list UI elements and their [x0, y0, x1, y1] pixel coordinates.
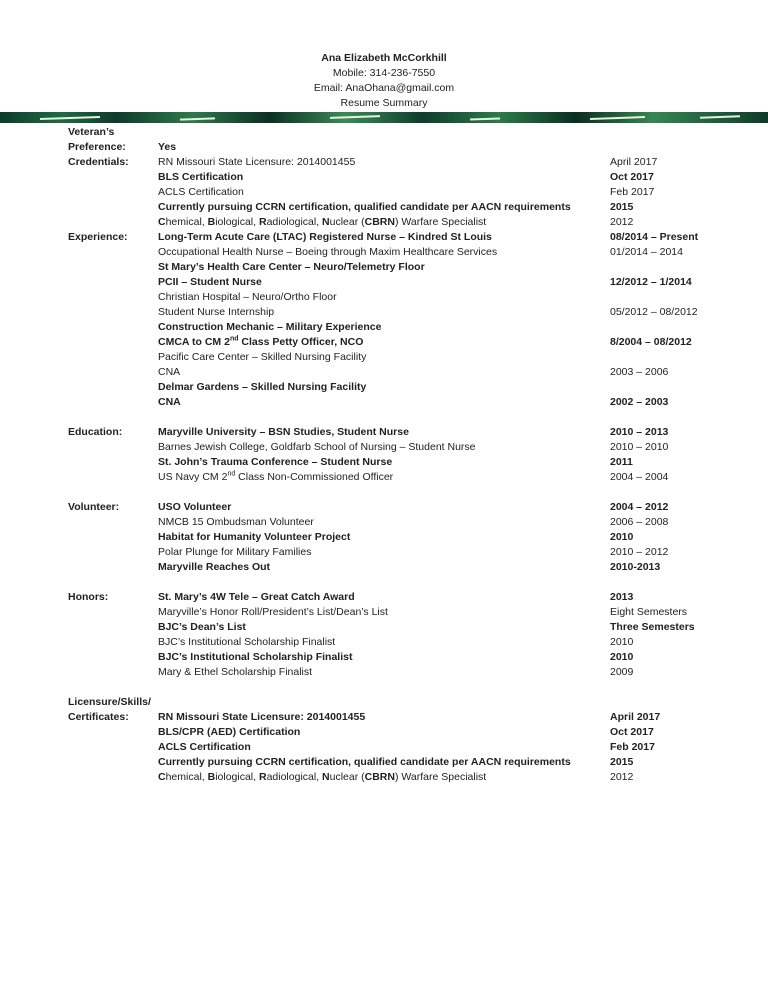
section-label: Credentials:	[68, 156, 129, 168]
entry-text: CNA	[158, 366, 181, 378]
resume-row	[0, 245, 768, 260]
resume-row	[0, 590, 768, 605]
entry-text	[158, 770, 486, 785]
entry-text: St Mary’s Health Care Center – Neuro/Telemetry Floor	[158, 261, 425, 273]
resume-row	[0, 635, 768, 650]
section-label: Certificates:	[68, 711, 129, 723]
resume-row	[0, 395, 768, 410]
entry-text: Habitat for Humanity Volunteer Project	[158, 531, 351, 543]
entry-text: St. John’s Trauma Conference – Student Nurse	[158, 456, 393, 468]
entry-text-segment: nd	[229, 335, 239, 343]
entry-text-segment: R	[258, 771, 267, 783]
resume-row	[0, 695, 768, 710]
entry-text-segment: B	[207, 771, 216, 783]
entry-date: 08/2014 – Present	[610, 231, 699, 243]
resume-row	[0, 155, 768, 170]
entry-date: Oct 2017	[610, 171, 654, 183]
entry-date: 2015	[610, 756, 634, 768]
entry-text: Maryville’s Honor Roll/President’s List/Dean’s List	[158, 606, 388, 618]
resume-row	[0, 770, 768, 785]
entry-date: 2009	[610, 666, 634, 678]
entry-date: 2012	[610, 216, 634, 228]
resume-row	[0, 170, 768, 185]
resume-row	[0, 380, 768, 395]
section-spacer	[0, 485, 768, 500]
resume-row	[0, 350, 768, 365]
entry-text-segment: nd	[227, 470, 236, 478]
entry-text-segment: B	[207, 216, 216, 228]
entry-text: BJC’s Institutional Scholarship Finalist	[158, 636, 336, 648]
entry-date: 2004 – 2004	[610, 471, 669, 483]
entry-text: Barnes Jewish College, Goldfarb School of Nursing – Student Nurse	[158, 441, 476, 453]
section-spacer	[0, 680, 768, 695]
resume-row	[0, 755, 768, 770]
resume-row	[0, 275, 768, 290]
entry-text-segment: C	[158, 216, 166, 228]
entry-date: 2012	[610, 771, 634, 783]
entry-text-segment: hemical,	[165, 771, 208, 783]
entry-text-segment: iological,	[215, 216, 259, 228]
entry-date: 2015	[610, 201, 634, 213]
entry-text: Yes	[158, 141, 177, 153]
entry-text: BLS/CPR (AED) Certification	[158, 726, 301, 738]
entry-date: 01/2014 – 2014	[610, 246, 683, 258]
entry-text: Construction Mechanic – Military Experience	[158, 321, 382, 333]
mobile-number: Mobile: 314-236-7550	[332, 67, 436, 79]
entry-date: 2006 – 2008	[610, 516, 669, 528]
resume-row	[0, 455, 768, 470]
entry-text: Currently pursuing CCRN certification, qualified candidate per AACN requirements	[158, 756, 571, 768]
entry-date: 2011	[610, 456, 633, 468]
entry-date: 2013	[610, 591, 634, 603]
entry-text-segment: N	[322, 771, 330, 783]
entry-text: ACLS Certification	[158, 741, 251, 753]
resume-body	[0, 125, 768, 785]
decorative-banner	[0, 112, 768, 123]
entry-date: 2010	[610, 531, 634, 543]
entry-text: RN Missouri State Licensure: 2014001455	[158, 711, 366, 723]
resume-row	[0, 335, 768, 350]
entry-text: CNA	[158, 396, 181, 408]
entry-text-segment: Class Petty Officer, NCO	[238, 336, 364, 348]
entry-text-segment: CBRN	[364, 216, 395, 228]
entry-text-segment: R	[258, 216, 267, 228]
entry-text-segment: uclear (	[329, 216, 365, 228]
resume-row	[0, 500, 768, 515]
section-label: Education:	[68, 426, 123, 438]
entry-date: 12/2012 – 1/2014	[610, 276, 692, 288]
entry-date: Oct 2017	[610, 726, 654, 738]
entry-date: 2010 – 2010	[610, 441, 669, 453]
entry-date: Feb 2017	[610, 186, 655, 198]
entry-text: RN Missouri State Licensure: 2014001455	[158, 156, 356, 168]
entry-text: Pacific Care Center – Skilled Nursing Facility	[158, 351, 367, 363]
resume-row	[0, 665, 768, 680]
entry-date: Eight Semesters	[610, 606, 688, 618]
entry-text: Currently pursuing CCRN certification, qualified candidate per AACN requirements	[158, 201, 571, 213]
entry-date: 2010-2013	[610, 561, 661, 573]
section-label: Licensure/Skills/	[68, 696, 151, 708]
entry-text: USO Volunteer	[158, 501, 232, 513]
entry-text	[158, 335, 363, 350]
entry-text: Christian Hospital – Neuro/Ortho Floor	[158, 291, 337, 303]
entry-date: 2004 – 2012	[610, 501, 669, 513]
resume-row	[0, 470, 768, 485]
entry-text: NMCB 15 Ombudsman Volunteer	[158, 516, 314, 528]
entry-text: PCII – Student Nurse	[158, 276, 262, 288]
entry-text: Maryville Reaches Out	[158, 561, 271, 573]
entry-text	[158, 215, 486, 230]
resume-row	[0, 530, 768, 545]
section-spacer	[0, 410, 768, 425]
resume-row	[0, 650, 768, 665]
section-label: Preference:	[68, 141, 126, 153]
resume-row	[0, 605, 768, 620]
resume-row	[0, 230, 768, 245]
entry-date: 2003 – 2006	[610, 366, 669, 378]
entry-text: BJC’s Dean’s List	[158, 621, 246, 633]
entry-text: St. Mary’s 4W Tele – Great Catch Award	[158, 591, 355, 603]
resume-row	[0, 185, 768, 200]
resume-row	[0, 125, 768, 140]
resume-row	[0, 365, 768, 380]
resume-row	[0, 620, 768, 635]
entry-date: Three Semesters	[610, 621, 695, 633]
resume-row	[0, 515, 768, 530]
entry-text	[158, 470, 393, 485]
entry-text: Occupational Health Nurse – Boeing through Maxim Healthcare Services	[158, 246, 498, 258]
candidate-name: Ana Elizabeth McCorkhill	[321, 52, 447, 64]
resume-row	[0, 320, 768, 335]
section-label: Veteran’s	[68, 126, 115, 138]
entry-text: Maryville University – BSN Studies, Student Nurse	[158, 426, 409, 438]
section-label: Experience:	[68, 231, 128, 243]
entry-text-segment: N	[322, 216, 330, 228]
resume-row	[0, 290, 768, 305]
resume-row	[0, 710, 768, 725]
entry-date: 8/2004 – 08/2012	[610, 336, 692, 348]
entry-date: 2010	[610, 651, 634, 663]
section-label: Volunteer:	[68, 501, 120, 513]
resume-row	[0, 440, 768, 455]
entry-date: Feb 2017	[610, 741, 655, 753]
entry-date: 2010 – 2012	[610, 546, 669, 558]
entry-text-segment: uclear (	[329, 771, 365, 783]
section-spacer	[0, 575, 768, 590]
section-label: Honors:	[68, 591, 109, 603]
resume-row	[0, 740, 768, 755]
resume-subtitle: Resume Summary	[340, 97, 428, 109]
entry-text-segment: CMCA to CM 2	[158, 336, 230, 348]
entry-text: Long-Term Acute Care (LTAC) Registered Nurse – Kindred St Louis	[158, 231, 492, 243]
entry-text-segment: ) Warfare Specialist	[394, 216, 487, 228]
entry-text-segment: hemical,	[165, 216, 208, 228]
email-address: Email: AnaOhana@gmail.com	[313, 82, 455, 94]
entry-date: April 2017	[610, 156, 658, 168]
resume-row	[0, 200, 768, 215]
entry-text-segment: Class Non-Commissioned Officer	[235, 471, 394, 483]
entry-text-segment: US Navy CM 2	[158, 471, 228, 483]
resume-row	[0, 215, 768, 230]
entry-text-segment: ) Warfare Specialist	[394, 771, 487, 783]
entry-text: Student Nurse Internship	[158, 306, 275, 318]
entry-text: BJC’s Institutional Scholarship Finalist	[158, 651, 353, 663]
resume-row	[0, 425, 768, 440]
entry-text-segment: adiological,	[266, 771, 323, 783]
entry-text-segment: CBRN	[364, 771, 395, 783]
entry-date: April 2017	[610, 711, 661, 723]
entry-text: BLS Certification	[158, 171, 244, 183]
entry-text: ACLS Certification	[158, 186, 244, 198]
resume-row	[0, 305, 768, 320]
resume-row	[0, 725, 768, 740]
entry-text: Delmar Gardens – Skilled Nursing Facility	[158, 381, 367, 393]
entry-date: 2002 – 2003	[610, 396, 669, 408]
entry-text-segment: adiological,	[266, 216, 323, 228]
entry-text: Mary & Ethel Scholarship Finalist	[158, 666, 313, 678]
entry-text-segment: iological,	[215, 771, 259, 783]
resume-row	[0, 560, 768, 575]
resume-row	[0, 140, 768, 155]
resume-row	[0, 545, 768, 560]
entry-date: 2010 – 2013	[610, 426, 669, 438]
entry-text: Polar Plunge for Military Families	[158, 546, 312, 558]
entry-text-segment: C	[158, 771, 166, 783]
resume-row	[0, 260, 768, 275]
resume-header	[0, 51, 768, 111]
entry-date: 05/2012 – 08/2012	[610, 306, 698, 318]
entry-date: 2010	[610, 636, 634, 648]
